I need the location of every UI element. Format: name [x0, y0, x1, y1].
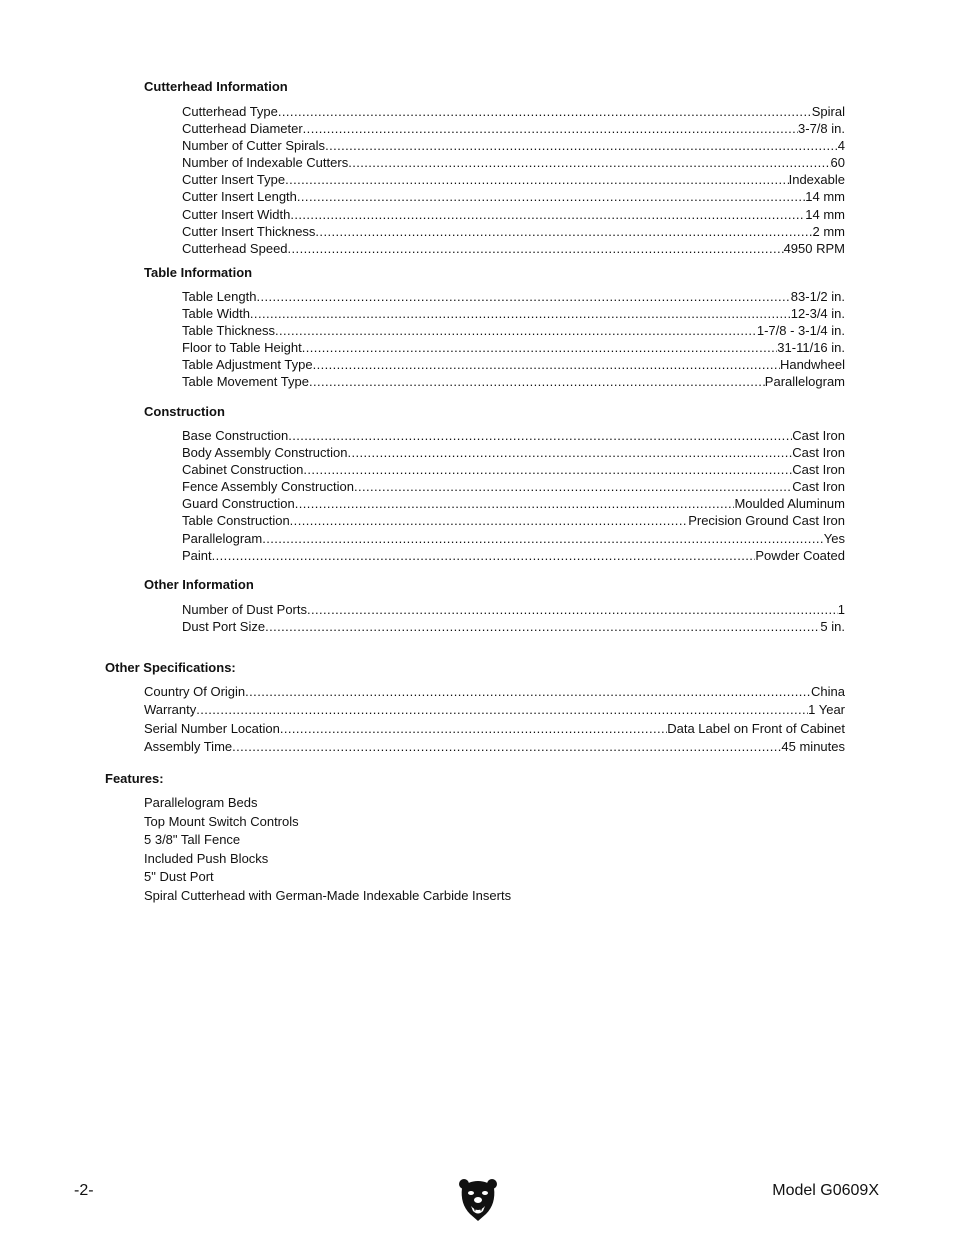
- cutterhead-spec-list: [182, 103, 845, 257]
- other-specs-heading: Other Specifications:: [105, 660, 236, 675]
- spec-label: Cutterhead Diameter: [182, 121, 303, 137]
- spec-value: China: [811, 684, 845, 699]
- spec-value: 1: [837, 602, 845, 617]
- spec-label: Paint: [182, 547, 212, 563]
- spec-label: Warranty: [144, 702, 197, 718]
- model-number: Model G0609X: [772, 1182, 879, 1199]
- spec-value: Powder Coated: [755, 547, 845, 563]
- spec-value: 4: [837, 138, 845, 154]
- spec-value: Indexable: [788, 172, 845, 188]
- dot-leader: [212, 547, 756, 564]
- spec-label: Table Construction: [182, 513, 290, 529]
- spec-value: Precision Ground Cast Iron: [688, 513, 845, 529]
- spec-label: Table Length: [182, 289, 257, 304]
- spec-label: Table Movement Type: [182, 374, 309, 390]
- spec-row: [182, 547, 845, 564]
- dot-leader: [348, 154, 830, 171]
- other-info-spec-list: [182, 601, 845, 635]
- spec-row: [144, 683, 845, 701]
- dot-leader: [262, 530, 824, 547]
- spec-row: [182, 478, 845, 495]
- spec-label: Cutter Insert Thickness: [182, 223, 316, 239]
- spec-label: Body Assembly Construction: [182, 445, 348, 461]
- spec-value: Moulded Aluminum: [734, 496, 845, 512]
- dot-leader: [245, 683, 811, 701]
- spec-label: Floor to Table Height: [182, 340, 302, 356]
- dot-leader: [303, 120, 798, 137]
- spec-value: Data Label on Front of Cabinet: [667, 720, 845, 736]
- spec-value: 4950 RPM: [783, 240, 845, 256]
- table-spec-list: [182, 288, 845, 391]
- spec-label: Country Of Origin: [144, 684, 246, 699]
- spec-row: [182, 322, 845, 339]
- dot-leader: [307, 601, 838, 618]
- spec-row: [182, 601, 845, 618]
- dot-leader: [347, 444, 792, 461]
- dot-leader: [295, 495, 735, 512]
- spec-label: Serial Number Location: [144, 720, 280, 736]
- spec-label: Parallelogram: [182, 530, 263, 546]
- spec-value: Spiral: [811, 104, 845, 119]
- spec-value: 5 in.: [820, 619, 845, 635]
- spec-value: 14 mm: [805, 189, 845, 205]
- spec-row: [182, 305, 845, 322]
- spec-value: Cast Iron: [792, 428, 845, 443]
- spec-label: Number of Indexable Cutters: [182, 155, 349, 171]
- spec-row: [182, 356, 845, 373]
- spec-row: [182, 206, 845, 223]
- spec-value: 14 mm: [805, 206, 845, 222]
- dot-leader: [278, 103, 812, 120]
- spec-row: [182, 120, 845, 137]
- spec-row: [182, 103, 845, 120]
- spec-label: Number of Cutter Spirals: [182, 138, 326, 154]
- dot-leader: [232, 738, 781, 756]
- spec-row: [182, 339, 845, 356]
- spec-label: Cutter Insert Type: [182, 172, 286, 188]
- dot-leader: [297, 188, 805, 205]
- spec-value: 83-1/2 in.: [790, 289, 845, 304]
- dot-leader: [288, 240, 784, 257]
- dot-leader: [196, 701, 808, 719]
- spec-row: [182, 530, 845, 547]
- table-info-heading: Table Information: [144, 265, 253, 280]
- dot-leader: [302, 339, 778, 356]
- other-info-heading: Other Information: [144, 577, 254, 592]
- dot-leader: [250, 305, 791, 322]
- dot-leader: [256, 288, 790, 305]
- spec-row: [144, 701, 845, 719]
- dot-leader: [303, 461, 792, 478]
- spec-label: Cutterhead Type: [182, 104, 278, 119]
- feature-item: Top Mount Switch Controls: [144, 813, 299, 829]
- spec-row: [182, 461, 845, 478]
- spec-label: Table Thickness: [182, 323, 275, 339]
- feature-item: Parallelogram Beds: [144, 795, 258, 810]
- spec-label: Cutter Insert Length: [182, 189, 297, 205]
- spec-value: 12-3/4 in.: [790, 306, 845, 322]
- page-number: -2-: [74, 1182, 94, 1199]
- spec-row: [182, 495, 845, 512]
- spec-value: Yes: [823, 530, 845, 546]
- dot-leader: [280, 720, 667, 738]
- spec-label: Fence Assembly Construction: [182, 479, 354, 495]
- dot-leader: [313, 356, 780, 373]
- dot-leader: [275, 322, 757, 339]
- spec-value: 45 minutes: [781, 739, 845, 755]
- spec-label: Cutter Insert Width: [182, 206, 291, 222]
- spec-label: Assembly Time: [144, 739, 233, 755]
- spec-row: [182, 171, 845, 188]
- spec-value: 1 Year: [808, 702, 845, 718]
- spec-row: [182, 444, 845, 461]
- spec-row: [182, 427, 845, 444]
- dot-leader: [354, 478, 792, 495]
- dot-leader: [288, 427, 792, 444]
- spec-value: 2 mm: [812, 223, 845, 239]
- spec-value: 60: [830, 155, 845, 171]
- spec-label: Dust Port Size: [182, 619, 266, 635]
- spec-value: Cast Iron: [792, 445, 845, 461]
- spec-value: 1-7/8 - 3-1/4 in.: [756, 323, 845, 339]
- spec-row: [182, 240, 845, 257]
- feature-item: Spiral Cutterhead with German-Made Indexable Carbide Inserts: [144, 887, 512, 903]
- spec-label: Table Width: [182, 306, 250, 322]
- spec-row: [144, 738, 845, 756]
- spec-row: [182, 373, 845, 390]
- spec-value: Cast Iron: [792, 479, 845, 495]
- spec-row: [182, 618, 845, 635]
- feature-item: Included Push Blocks: [144, 850, 269, 866]
- dot-leader: [315, 223, 812, 240]
- spec-value: Cast Iron: [792, 462, 845, 478]
- dot-leader: [265, 618, 820, 635]
- spec-row: [182, 137, 845, 154]
- feature-item: 5" Dust Port: [144, 869, 214, 884]
- bear-head-icon: [458, 1178, 498, 1222]
- spec-value: 3-7/8 in.: [798, 121, 845, 137]
- spec-label: Base Construction: [182, 428, 289, 443]
- dot-leader: [325, 137, 838, 154]
- spec-row: [182, 154, 845, 171]
- construction-spec-list: [182, 427, 845, 564]
- spec-row: [182, 288, 845, 305]
- spec-row: [182, 223, 845, 240]
- features-list: [144, 794, 511, 905]
- spec-row: [144, 720, 845, 738]
- other-specs-list: [144, 683, 845, 757]
- spec-row: [182, 512, 845, 529]
- cutterhead-heading: Cutterhead Information: [144, 79, 288, 94]
- spec-label: Number of Dust Ports: [182, 602, 307, 617]
- spec-value: Parallelogram: [764, 374, 845, 390]
- spec-label: Guard Construction: [182, 496, 295, 512]
- features-heading: Features:: [105, 771, 164, 786]
- construction-heading: Construction: [144, 404, 225, 419]
- spec-value: 31-11/16 in.: [777, 340, 845, 356]
- spec-label: Cabinet Construction: [182, 462, 304, 478]
- feature-item: 5 3/8" Tall Fence: [144, 832, 241, 847]
- dot-leader: [309, 373, 765, 390]
- spec-row: [182, 188, 845, 205]
- dot-leader: [290, 512, 689, 529]
- spec-value: Handwheel: [779, 357, 845, 373]
- spec-label: Table Adjustment Type: [182, 357, 313, 373]
- spec-label: Cutterhead Speed: [182, 240, 288, 256]
- dot-leader: [285, 171, 789, 188]
- dot-leader: [290, 206, 805, 223]
